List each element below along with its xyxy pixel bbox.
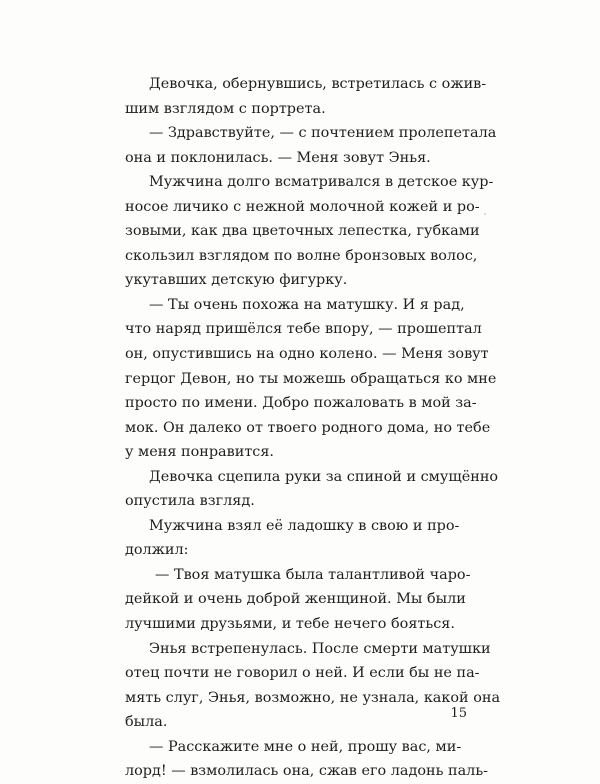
text-line-28: — Расскажите мне о ней, прошу вас, ми-	[149, 738, 462, 755]
text-line-24: Энья встрепенулась. После смерти матушки	[149, 640, 491, 657]
text-line-21: — Твоя матушка была талантливой чаро-	[155, 566, 471, 583]
text-line-27: была.	[125, 714, 168, 731]
text-line-15: мок. Он далеко от твоего родного дома, но тебе	[125, 419, 491, 436]
text-line-12: он, опустившись на одно колено. — Меня зовут	[125, 346, 489, 363]
text-line-20: должил:	[125, 542, 189, 559]
text-line-23: лучшими друзьями, и тебе нечего бояться.	[125, 616, 455, 633]
text-line-29: лорд! — взмолилась она, сжав его ладонь паль-	[125, 763, 489, 780]
text-line-16: у меня понравится.	[125, 444, 275, 461]
text-line-11: что наряд пришёлся тебе впору, — прошептал	[125, 321, 482, 338]
text-line-4: она и поклонилась. — Меня зовут Энья.	[125, 149, 431, 166]
text-line-18: опустила взгляд.	[125, 493, 255, 510]
text-line-8: скользил взглядом по волне бронзовых волос,	[125, 247, 478, 264]
text-line-3: — Здравствуйте, — с почтением пролепетала	[149, 125, 497, 142]
text-line-17: Девочка сцепила руки за спиной и смущённо	[149, 468, 499, 485]
text-line-1: Девочка, обернувшись, встретилась с ожив-	[149, 76, 487, 92]
text-line-22: дейкой и очень доброй женщиной. Мы были	[125, 591, 466, 608]
text-line-5: Мужчина долго всматривался в детское кур-	[149, 174, 494, 191]
text-line-10: — Ты очень похожа на матушку. И я рад,	[149, 296, 465, 313]
text-line-25: отец почти не говорил о ней. И если бы не па-	[125, 665, 480, 682]
text-line-9: укутавших детскую фигурку.	[125, 272, 348, 289]
text-line-6: носое личико с нежной молочной кожей и ро-	[125, 198, 480, 215]
text-line-14: просто по имени. Добро пожаловать в мой за-	[125, 395, 477, 412]
text-line-19: Мужчина взял её ладошку в свою и про-	[149, 517, 460, 534]
paper-speck	[484, 213, 486, 215]
text-line-7: зовыми, как два цветочных лепестка, губками	[125, 223, 480, 240]
text-line-13: герцог Девон, но ты можешь обращаться ко мне	[125, 370, 497, 387]
text-line-26: мять слуг, Энья, возможно, не узнала, какой она	[125, 689, 501, 706]
text-line-2: шим взглядом с портрета.	[125, 100, 326, 117]
page-number: 15	[450, 706, 467, 721]
